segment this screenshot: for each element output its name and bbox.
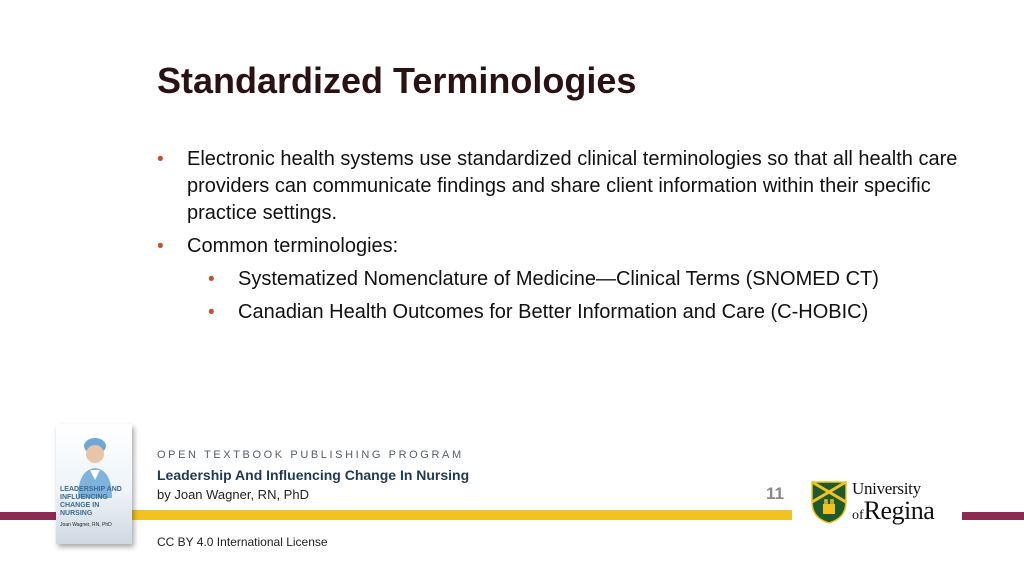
- book-cover-author: Joan Wagner, RN, PhD: [60, 522, 112, 528]
- bullet-list: [157, 146, 967, 332]
- footer-bar-right: [962, 512, 1024, 520]
- bullet-marker: •: [208, 302, 215, 323]
- bullet-item: [157, 233, 967, 260]
- footer-bar-gold: [132, 510, 792, 520]
- footer-bar-left: [0, 512, 56, 520]
- book-title: Leadership And Influencing Change In Nursing: [157, 467, 470, 483]
- bullet-marker: •: [157, 149, 164, 170]
- university-crest-icon: [810, 480, 848, 524]
- program-label: OPEN TEXTBOOK PUBLISHING PROGRAM: [157, 449, 464, 461]
- sub-bullet-item: [157, 299, 967, 326]
- bullet-text: Canadian Health Outcomes for Better Information and Care (C-HOBIC): [238, 301, 869, 323]
- book-author: by Joan Wagner, RN, PhD: [157, 487, 309, 502]
- book-cover-title: LEADERSHIP AND INFLUENCING CHANGE IN NURSING: [60, 486, 122, 517]
- logo-regina: Regina: [863, 496, 935, 525]
- bullet-item: [157, 146, 967, 227]
- bullet-marker: •: [208, 269, 215, 290]
- sub-bullet-item: [157, 266, 967, 293]
- slide-title: Standardized Terminologies: [157, 60, 637, 101]
- bullet-marker: •: [157, 236, 164, 257]
- bullet-text: Common terminologies:: [187, 235, 399, 257]
- bullet-text: Systematized Nomenclature of Medicine—Clinical Terms (SNOMED CT): [238, 268, 879, 290]
- logo-line-regina: [852, 498, 952, 529]
- bullet-text: Electronic health systems use standardized clinical terminologies so that all health care providers can communicate findings and share client information within their specific practice settings.: [187, 148, 958, 224]
- page-number: 11: [766, 484, 784, 503]
- license-text: CC BY 4.0 International License: [157, 535, 328, 549]
- university-logo-text: [852, 480, 952, 529]
- logo-line-university: University: [852, 479, 921, 498]
- logo-of: of: [852, 508, 864, 523]
- book-cover-image: [56, 424, 132, 544]
